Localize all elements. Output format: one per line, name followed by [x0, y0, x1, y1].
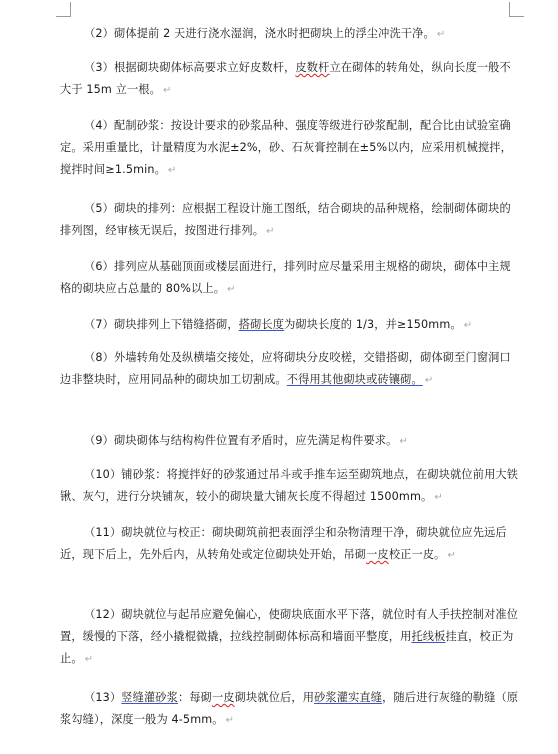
grammar-flagged-text: 搭砌长度: [238, 318, 285, 331]
paragraph-text: （6）排列应从基础顶面或楼层面进行，排列时应尽量采用主规格的砌块，砌体中主规格的砌块应占总量的 80%以上。: [60, 260, 511, 295]
paragraph-mark-icon: ↵: [436, 29, 446, 40]
paragraph-mark-icon: ↵: [399, 436, 408, 447]
paragraph-text: ，随后进行灰缝的勒缝（原浆勾缝），深度一般为 4-5mm。: [60, 691, 519, 726]
paragraph-11[interactable]: [60, 522, 522, 567]
paragraph-text: （12）砌块就位与起吊应避免偏心，使砌块底面水平下落，就位时有人手扶控制对准位置，缓慢的下落，经小撬棍微撬，拉线控制砌体标高和墙面平整度，用: [60, 608, 519, 643]
paragraph-3[interactable]: [60, 57, 522, 102]
spellcheck-flagged-text: 一皮: [366, 548, 389, 561]
paragraph-text: （7）砌块排列上下错缝搭砌，: [84, 318, 239, 331]
paragraph-text: （11）砌块就位与校正：砌块砌筑前把表面浮尘和杂物清理干净，砌块就位应先远后近，现下后上，先外后内，从转角处或定位砌块处开始，吊砌: [60, 526, 507, 561]
spellcheck-flagged-text: 皮数杆: [295, 61, 330, 74]
paragraph-text: （2）砌体提前 2 天进行浇水湿润，浇水时把砌块上的浮尘冲洗干净。: [84, 27, 435, 40]
paragraph-mark-icon: ↵: [434, 492, 443, 503]
paragraph-text: （10）铺砂浆：将搅拌好的砂浆通过吊斗或手推车运至砌筑地点，在砌块就位前用大铁锹、灰勺，进行分块铺灰，较小的砌块量大铺灰长度不得超过 1500mm。: [60, 468, 519, 503]
margin-corner-mark-right: [509, 2, 524, 17]
paragraph-8[interactable]: [60, 347, 522, 392]
paragraph-mark-icon: ↵: [266, 226, 275, 237]
paragraph-2[interactable]: [60, 23, 522, 46]
paragraph-mark-icon: ↵: [163, 85, 172, 96]
grammar-flagged-text: 托线板: [411, 630, 446, 643]
grammar-flagged-text: 砂浆灌实直缝: [314, 691, 383, 704]
grammar-flagged-text: 不得用其他砌块或砖镶砌。: [286, 373, 423, 386]
margin-corner-mark-left: [56, 2, 71, 17]
paragraph-text: （8）外墙转角处及纵横墙交接处，应将砌块分皮咬槎，交错搭砌，砌体砌至门窗洞口边非整块时，应用同品种的砌块加工切割成。: [60, 351, 511, 386]
grammar-flagged-text: 竖缝灌砂浆: [121, 691, 178, 704]
paragraph-5[interactable]: [60, 198, 522, 243]
paragraph-text: （4）配制砂浆：按设计要求的砂浆品种、强度等级进行砂浆配制，配合比由试验室确定。采用重量比，计量精度为水泥±2%，砂、石灰膏控制在±5%以内，应采用机械搅拌，搅拌时间≥1.5min。: [60, 119, 512, 176]
paragraph-mark-icon: ↵: [463, 320, 473, 331]
paragraph-text: （13）: [84, 691, 122, 704]
paragraph-mark-icon: ↵: [227, 284, 236, 295]
paragraph-text: （9）砌块砌体与结构构件位置有矛盾时，应先满足构件要求。: [84, 434, 398, 447]
paragraph-mark-icon: ↵: [225, 715, 235, 726]
paragraph-text: 为砌块长度的 1/3，并≥150mm。: [284, 318, 462, 331]
paragraph-4[interactable]: [60, 115, 522, 182]
paragraph-6[interactable]: [60, 256, 522, 301]
paragraph-text: （3）根据砌块砌体标高要求立好皮数杆，: [84, 61, 296, 74]
paragraph-text: ：每砌: [178, 691, 213, 704]
paragraph-10[interactable]: [60, 464, 522, 509]
spellcheck-flagged-text: 一皮: [212, 691, 235, 704]
paragraph-13[interactable]: [60, 687, 522, 732]
paragraph-text: （5）砌块的排列：应根据工程设计施工图纸，结合砌块的品种规格，绘制砌体砌块的排列图，经审核无误后，按图进行排列。: [60, 202, 511, 237]
paragraph-mark-icon: ↵: [168, 165, 177, 176]
paragraph-12[interactable]: [60, 604, 522, 671]
paragraph-mark-icon: ↵: [424, 375, 434, 386]
paragraph-text: 挂直，校正为止。: [60, 630, 514, 665]
paragraph-text: 砌块就位后，用: [234, 691, 315, 704]
paragraph-text: 校正一皮。: [388, 548, 446, 561]
paragraph-9[interactable]: [60, 430, 522, 453]
paragraph-text: 立在砌体的转角处，纵向长度一般不大于 15m 立一根。: [60, 61, 511, 96]
paragraph-7[interactable]: [60, 314, 522, 337]
paragraph-mark-icon: ↵: [84, 654, 94, 665]
paragraph-mark-icon: ↵: [447, 550, 457, 561]
